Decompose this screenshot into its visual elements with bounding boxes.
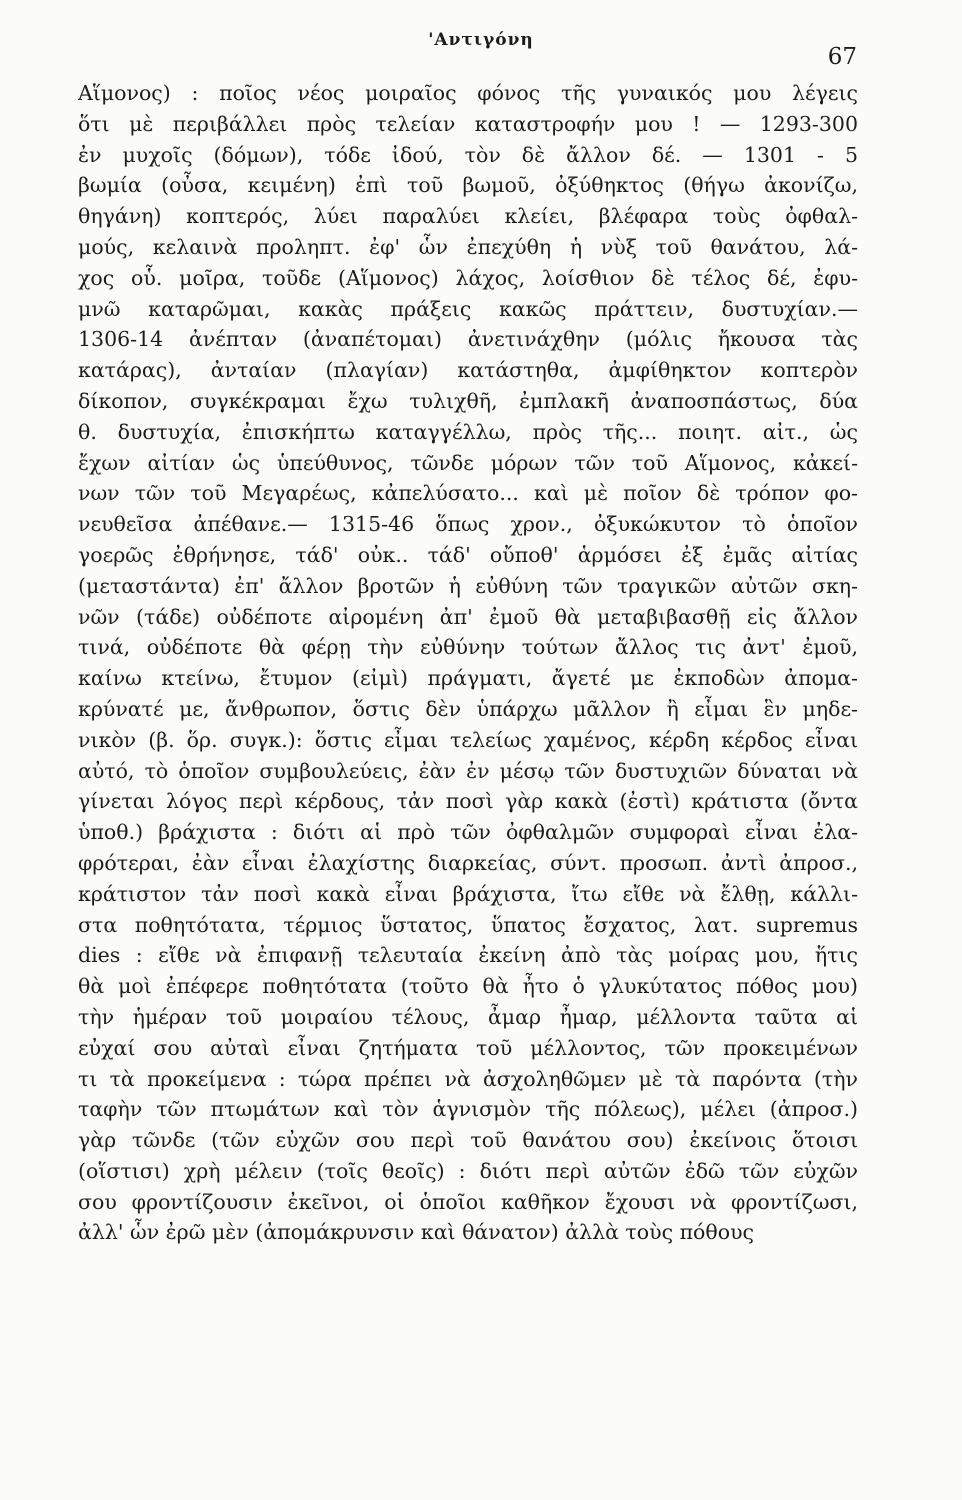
text-line: ἔχων αἰτίαν ὡς ὑπεύθυνος, τῶνδε μόρων τῶν τοῦ Αἵμονος, κἀκεί- <box>78 450 858 475</box>
text-line: φρότεραι, ἐὰν εἶναι ἐλαχίστης διαρκείας, σύντ. προσωπ. ἀντὶ ἀπροσ., <box>78 850 858 875</box>
text-line: νῶν (τάδε) οὐδέποτε αἰρομένη ἀπ' ἐμοῦ θὰ μεταβιβασθῇ εἰς ἄλλον <box>78 604 858 629</box>
text-line: Αἵμονος) : ποῖος νέος μοιραῖος φόνος τῆς γυναικός μου λέγεις <box>78 81 858 105</box>
text-line: dies : εἴθε νὰ ἐπιφανῇ τελευταία ἐκείνη ἀπὸ τὰς μοίρας μου, ἥτις <box>78 943 858 968</box>
commentary-text <box>78 78 858 1248</box>
text-line: θὰ μοὶ ἐπέφερε ποθητότατα (τοῦτο θὰ ἦτο ὁ γλυκύτατος πόθος μου) <box>78 974 858 999</box>
text-line: κρύνατέ με, ἄνθρωπον, ὅστις δὲν ὑπάρχω μᾶλλον ἢ εἶμαι ἓν μηδε- <box>78 696 858 721</box>
text-line: μούς, κελαινὰ προληπτ. ἐφ' ὧν ἐπεχύθη ἡ νὺξ τοῦ θανάτου, λά- <box>78 234 858 259</box>
text-line: ὑποθ.) βράχιστα : διότι αἱ πρὸ τῶν ὀφθαλμῶν συμφοραὶ εἶναι ἐλα- <box>78 820 858 845</box>
text-line: νικὸν (β. ὅρ. συγκ.): ὅστις εἶμαι τελείως χαμένος, κέρδη κέρδος εἶναι <box>78 727 858 752</box>
text-line: σου φροντίζουσιν ἐκεῖνοι, οἱ ὁποῖοι καθῆκον ἔχουσι νὰ φροντίζωσι, <box>78 1189 858 1214</box>
text-line: αὐτό, τὸ ὁποῖον συμβουλεύεις, ἐὰν ἐν μέσῳ τῶν δυστυχιῶν δύναται νὰ <box>78 758 858 783</box>
text-line: στα ποθητότατα, τέρμιος ὕστατος, ὕπατος ἔσχατος, λατ. supremus <box>78 912 858 937</box>
text-line: γίνεται λόγος περὶ κέρδους, τἀν ποσὶ γὰρ κακὰ (ἐστὶ) κράτιστα (ὄντα <box>78 789 858 814</box>
text-line: κράτιστον τἀν ποσὶ κακὰ εἶναι βράχιστα, ἴτω εἴθε νὰ ἔλθῃ, κάλλι- <box>78 881 858 906</box>
text-line: ὅτι μὲ περιβάλλει πρὸς τελείαν καταστροφήν μου ! — 1293-300 <box>78 111 858 136</box>
running-head: 'Αντιγόνη <box>428 30 534 50</box>
text-line: ταφὴν τῶν πτωμάτων καὶ τὸν ἁγνισμὸν τῆς πόλεως), μέλει (ἀπροσ.) <box>78 1097 858 1122</box>
text-line: τὴν ἡμέραν τοῦ μοιραίου τέλους, ἆμαρ ἦμαρ, μέλλοντα ταῦτα αἱ <box>78 1004 858 1029</box>
text-line: 1306-14 ἀνέπταν (ἀναπέτομαι) ἀνετινάχθην (μόλις ἤκουσα τὰς <box>78 327 858 352</box>
text-line: κατάρας), ἀνταίαν (πλαγίαν) κατάστηθα, ἀμφίθηκτον κοπτερὸν <box>78 358 858 383</box>
text-line: χος οὗ. μοῖρα, τοῦδε (Αἵμονος) λάχος, λοίσθιον δὲ τέλος δέ, ἐφυ- <box>78 265 858 290</box>
text-line: ἀλλ' ὧν ἐρῶ μὲν (ἀπομάκρυνσιν καὶ θάνατον) ἀλλὰ τοὺς πόθους <box>78 1220 755 1245</box>
text-line: τι τὰ προκείμενα : τώρα πρέπει νὰ ἀσχοληθῶμεν μὲ τὰ παρόντα (τὴν <box>78 1066 858 1091</box>
text-line: νων τῶν τοῦ Μεγαρέως, κἀπελύσατο... καὶ μὲ ποῖον δὲ τρόπον φο- <box>78 481 858 506</box>
page-number: 67 <box>827 44 857 70</box>
text-line: γοερῶς ἐθρήνησε, τάδ' οὐκ.. τάδ' οὔποθ' ἁρμόσει ἐξ ἐμᾶς αἰτίας <box>78 542 858 567</box>
text-line: καίνω κτείνω, ἔτυμον (εἰμὶ) πράγματι, ἄγετέ με ἐκποδὼν ἀπομα- <box>78 666 858 691</box>
text-line: γὰρ τῶνδε (τῶν εὐχῶν σου περὶ τοῦ θανάτου σου) ἐκείνοις ὅτοισι <box>78 1128 858 1153</box>
text-line: εὐχαί σου αὐταὶ εἶναι ζητήματα τοῦ μέλλοντος, τῶν προκειμένων <box>78 1035 858 1060</box>
text-line: δίκοπον, συγκέκραμαι ἔχω τυλιχθῆ, ἐμπλακῆ ἀναποσπάστως, δύα <box>78 388 858 413</box>
text-line: τινά, οὐδέποτε θὰ φέρῃ τὴν εὐθύνην τούτων ἄλλος τις ἀντ' ἐμοῦ, <box>78 635 858 660</box>
text-line: ἐν μυχοῖς (δόμων), τόδε ἰδού, τὸν δὲ ἄλλον δέ. — 1301 - 5 <box>78 142 858 167</box>
text-line: μνῶ καταρῶμαι, κακὰς πράξεις κακῶς πράττειν, δυστυχίαν.— <box>78 296 858 321</box>
text-line: θηγάνη) κοπτερός, λύει παραλύει κλείει, βλέφαρα τοὺς ὀφθαλ- <box>78 204 858 229</box>
text-line: (μεταστάντα) ἐπ' ἄλλον βροτῶν ἡ εὐθύνη τῶν τραγικῶν αὐτῶν σκη- <box>78 573 858 598</box>
text-line: θ. δυστυχία, ἐπισκήπτω καταγγέλλω, πρὸς τῆς... ποιητ. αἰτ., ὡς <box>78 419 858 444</box>
text-line: (οἵστισι) χρὴ μέλειν (τοῖς θεοῖς) : διότι περὶ αὐτῶν ἐδῶ τῶν εὐχῶν <box>78 1158 858 1183</box>
text-line: βωμία (οὖσα, κειμένη) ἐπὶ τοῦ βωμοῦ, ὀξύθηκτος (θήγω ἀκονίζω, <box>78 173 858 198</box>
text-line: νευθεῖσα ἀπέθανε.— 1315-46 ὅπως χρον., ὀξυκώκυτον τὸ ὁποῖον <box>78 512 858 537</box>
